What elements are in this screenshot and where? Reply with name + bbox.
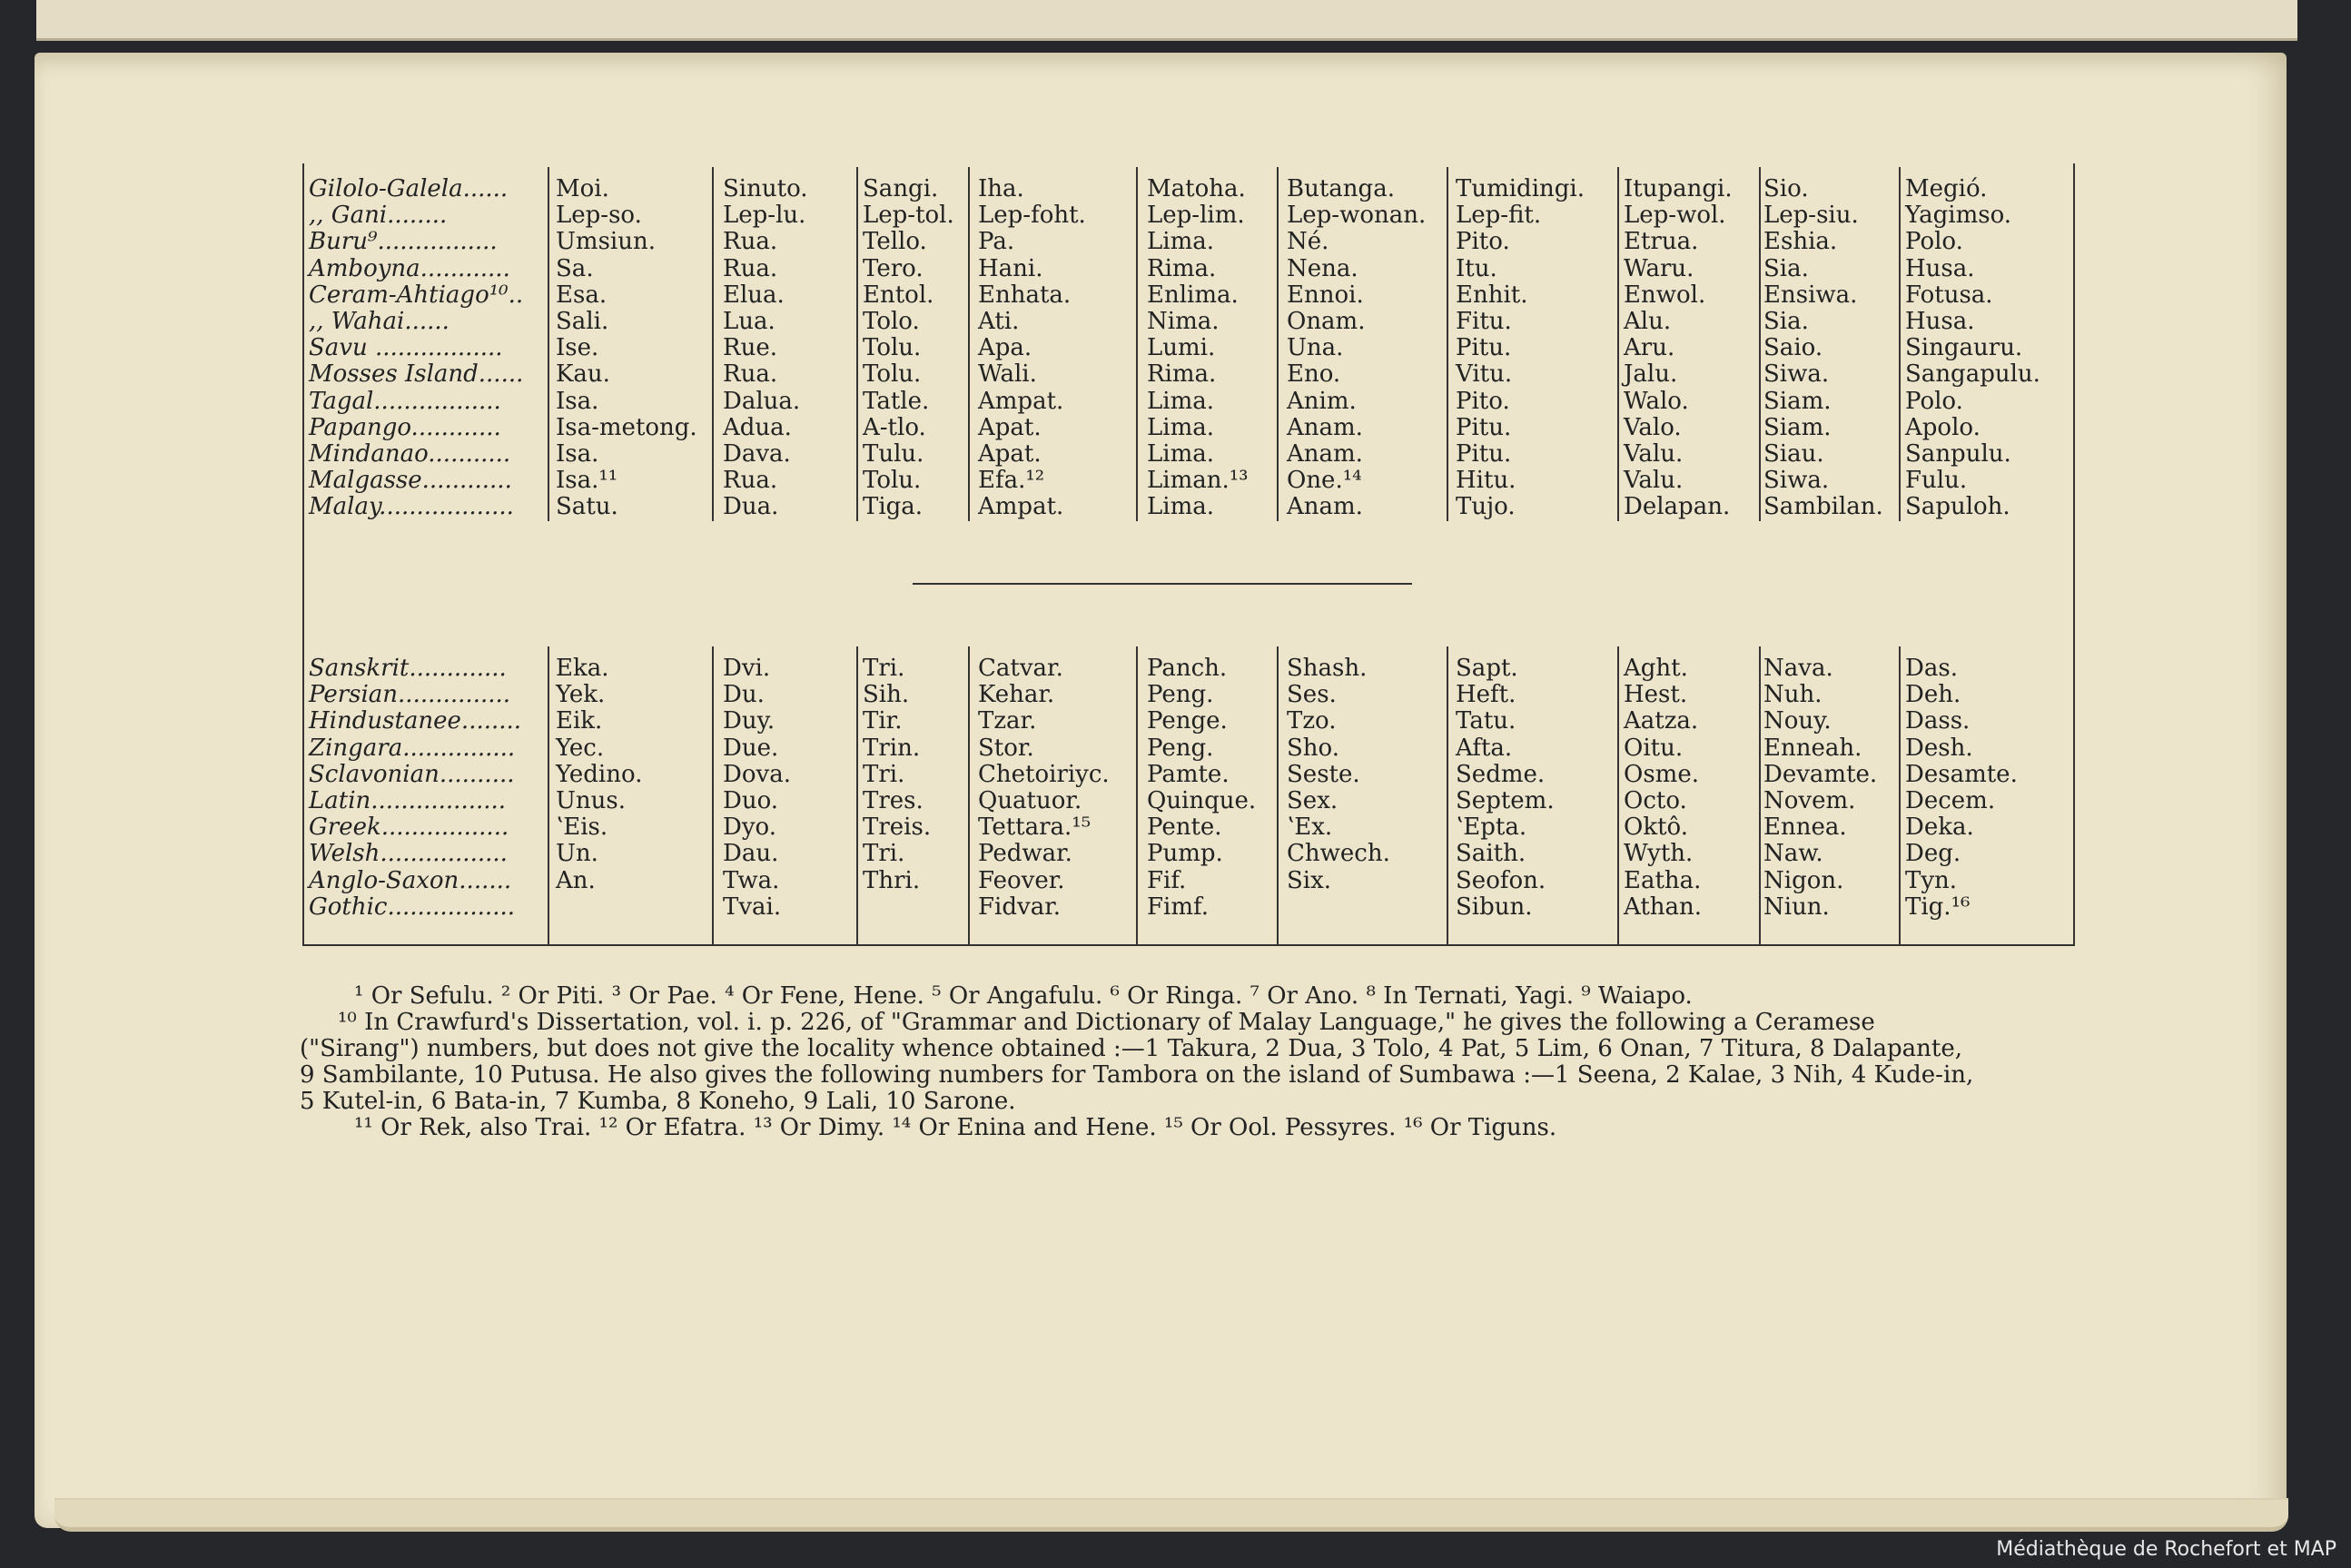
- numeral-cell: Sambilan.: [1763, 493, 1883, 521]
- column-divider: [968, 646, 970, 946]
- numeral-cell: Tulu.: [863, 440, 924, 468]
- numeral-cell: Aght.: [1624, 655, 1688, 682]
- numeral-cell: Apat.: [978, 413, 1042, 441]
- numeral-cell: Anim.: [1287, 387, 1357, 415]
- column-divider: [712, 167, 714, 521]
- numeral-cell: Itupangi.: [1624, 175, 1733, 202]
- numeral-cell: Lua.: [723, 308, 775, 335]
- column-divider: [548, 167, 549, 521]
- language-name: Zingara...............: [309, 734, 516, 762]
- numeral-cell: Sali.: [556, 308, 609, 335]
- numeral-cell: Valu.: [1624, 467, 1684, 495]
- numeral-cell: Lima.: [1147, 228, 1215, 256]
- numeral-cell: Heft.: [1456, 681, 1516, 709]
- numeral-cell: Sinuto.: [723, 175, 808, 202]
- numeral-cell: Nigon.: [1763, 866, 1844, 894]
- numeral-cell: Aatza.: [1624, 707, 1699, 735]
- numeral-cell: Anam.: [1287, 440, 1363, 468]
- numeral-cell: Kau.: [556, 360, 610, 389]
- numeral-cell: Wyth.: [1624, 840, 1694, 868]
- numeral-cell: Una.: [1287, 334, 1344, 362]
- numeral-cell: Isa.: [556, 387, 599, 415]
- numeral-cell: Tujo.: [1456, 493, 1516, 521]
- numeral-cell: Tyn.: [1905, 866, 1958, 894]
- numeral-cell: Eik.: [556, 707, 603, 735]
- numeral-cell: Seste.: [1287, 760, 1360, 788]
- footnote-line: 5 Kutel-in, 6 Bata-in, 7 Kumba, 8 Koneho, 9 Lali, 10 Sarone.: [300, 1088, 1016, 1115]
- numeral-cell: Tri.: [863, 760, 905, 788]
- numeral-cell: Lep-wol.: [1624, 202, 1726, 230]
- numeral-cell: Stor.: [978, 734, 1034, 762]
- numeral-cell: Siam.: [1763, 387, 1832, 415]
- numeral-cell: Né.: [1287, 228, 1329, 256]
- numeral-cell: Lep-lim.: [1147, 202, 1245, 230]
- numeral-cell: Pamte.: [1147, 760, 1230, 788]
- numeral-cell: Pa.: [978, 228, 1015, 256]
- numeral-cell: Wali.: [978, 360, 1037, 389]
- numeral-cell: Unus.: [556, 787, 627, 814]
- numeral-cell: Anam.: [1287, 413, 1363, 441]
- column-divider: [1447, 167, 1448, 521]
- numeral-cell: Dau.: [723, 840, 779, 868]
- numeral-cell: Fitu.: [1456, 308, 1512, 335]
- numeral-cell: Twa.: [723, 866, 780, 894]
- numeral-cell: ʽEis.: [556, 814, 608, 842]
- numeral-cell: Deg.: [1905, 840, 1961, 868]
- numeral-cell: Ensiwa.: [1763, 281, 1858, 309]
- numeral-cell: Niun.: [1763, 892, 1830, 921]
- numeral-cell: Lep-siu.: [1763, 202, 1859, 230]
- numeral-cell: Enneah.: [1763, 734, 1862, 762]
- numeral-cell: Seofon.: [1456, 866, 1546, 894]
- numeral-cell: Pump.: [1147, 840, 1223, 868]
- language-name: Mindanao...........: [309, 440, 511, 468]
- numeral-cell: Onam.: [1287, 308, 1366, 335]
- numeral-cell: Dass.: [1905, 707, 1971, 735]
- numeral-cell: Umsiun.: [556, 228, 656, 256]
- column-divider: [1759, 646, 1761, 946]
- column-divider: [1447, 646, 1448, 946]
- numeral-cell: Enhata.: [978, 281, 1072, 309]
- numeral-cell: Pito.: [1456, 228, 1510, 256]
- language-name: Welsh.................: [309, 840, 508, 868]
- numeral-cell: Sex.: [1287, 787, 1338, 814]
- numeral-cell: Butanga.: [1287, 175, 1395, 202]
- numeral-cell: Shash.: [1287, 655, 1368, 682]
- numeral-cell: A-tlo.: [863, 413, 926, 441]
- numeral-cell: Sapt.: [1456, 655, 1518, 682]
- page-stack-edge: [54, 1498, 2288, 1532]
- numeral-cell: Pitu.: [1456, 413, 1512, 441]
- numeral-cell: Catvar.: [978, 655, 1063, 682]
- numeral-cell: Alu.: [1624, 308, 1672, 335]
- numeral-cell: Delapan.: [1624, 493, 1731, 521]
- numeral-cell: Eshia.: [1763, 228, 1838, 256]
- numeral-cell: Enhit.: [1456, 281, 1528, 309]
- numeral-cell: Valo.: [1624, 413, 1682, 441]
- numeral-cell: Deka.: [1905, 814, 1974, 842]
- numeral-cell: Due.: [723, 734, 779, 762]
- numeral-cell: Yedino.: [556, 760, 643, 788]
- numeral-cell: Rua.: [723, 254, 778, 282]
- numeral-cell: Das.: [1905, 655, 1958, 682]
- language-name: ,, Wahai......: [309, 308, 449, 335]
- image-credit: Médiathèque de Rochefort et MAP: [1996, 1538, 2336, 1561]
- numeral-cell: Sanpulu.: [1905, 440, 2011, 468]
- numeral-cell: Lima.: [1147, 413, 1215, 441]
- numeral-cell: Hitu.: [1456, 467, 1516, 495]
- numeral-cell: Esa.: [556, 281, 608, 309]
- numeral-cell: Husa.: [1905, 308, 1975, 335]
- numeral-cell: Sia.: [1763, 254, 1809, 282]
- numeral-cell: Ati.: [978, 308, 1020, 335]
- numeral-cell: Tri.: [863, 840, 905, 868]
- numeral-cell: Desamte.: [1905, 760, 2018, 788]
- numeral-cell: Siam.: [1763, 413, 1832, 441]
- numeral-cell: Sho.: [1287, 734, 1340, 762]
- numeral-cell: Tig.¹⁶: [1905, 892, 1971, 921]
- column-divider: [1617, 167, 1619, 521]
- numeral-cell: Tatle.: [863, 387, 930, 415]
- column-divider: [548, 646, 549, 946]
- numeral-cell: Ampat.: [978, 387, 1064, 415]
- numeral-cell: Nuh.: [1763, 681, 1823, 709]
- numeral-cell: ʽEx.: [1287, 814, 1333, 842]
- language-name: Savu .................: [309, 334, 503, 362]
- footnote-line: ¹¹ Or Rek, also Trai. ¹² Or Efatra. ¹³ Or Dimy. ¹⁴ Or Enina and Hene. ¹⁵ Or Ool. Pessyres. ¹⁶ Or Tiguns.: [354, 1114, 1557, 1141]
- numeral-cell: Hest.: [1624, 681, 1688, 709]
- numeral-cell: Desh.: [1905, 734, 1973, 762]
- numeral-cell: Moi.: [556, 175, 609, 202]
- numeral-cell: Afta.: [1456, 734, 1513, 762]
- numeral-cell: Apolo.: [1905, 413, 1981, 441]
- numeral-cell: Chwech.: [1287, 840, 1390, 868]
- language-name: Tagal.................: [309, 387, 501, 415]
- numeral-cell: Entol.: [863, 281, 934, 309]
- numeral-cell: Naw.: [1763, 840, 1823, 868]
- numeral-cell: Lep-foht.: [978, 202, 1086, 230]
- numeral-cell: Enlima.: [1147, 281, 1239, 309]
- numeral-cell: Fimf.: [1147, 892, 1209, 921]
- numeral-cell: Isa-metong.: [556, 413, 697, 441]
- numeral-cell: Tolu.: [863, 360, 922, 389]
- numeral-cell: Tzar.: [978, 707, 1037, 735]
- numeral-cell: Oktô.: [1624, 814, 1688, 842]
- numeral-cell: Rua.: [723, 228, 778, 256]
- language-name: Sanskrit.............: [309, 655, 507, 682]
- numeral-cell: Waru.: [1624, 254, 1694, 282]
- column-divider: [968, 167, 970, 521]
- numeral-cell: Duy.: [723, 707, 775, 735]
- numeral-cell: Peng.: [1147, 734, 1214, 762]
- column-divider: [712, 646, 714, 946]
- numeral-cell: Sangi.: [863, 175, 939, 202]
- numeral-cell: Sio.: [1763, 175, 1809, 202]
- numeral-cell: Dalua.: [723, 387, 801, 415]
- numeral-cell: Ise.: [556, 334, 599, 362]
- numeral-cell: Septem.: [1456, 787, 1555, 814]
- numeral-cell: Pitu.: [1456, 440, 1512, 468]
- numeral-cell: Tolu.: [863, 467, 922, 495]
- numeral-cell: Trin.: [863, 734, 921, 762]
- numeral-cell: Adua.: [723, 413, 792, 441]
- numeral-cell: Siwa.: [1763, 467, 1830, 495]
- numeral-cell: Pito.: [1456, 387, 1510, 415]
- numeral-cell: Apa.: [978, 334, 1032, 362]
- language-name: Malgasse............: [309, 467, 512, 495]
- numeral-cell: Deh.: [1905, 681, 1961, 709]
- numeral-cell: Isa.: [556, 440, 599, 468]
- numeral-cell: Singauru.: [1905, 334, 2023, 362]
- numeral-cell: Six.: [1287, 866, 1332, 894]
- numeral-cell: Tumidingi.: [1456, 175, 1585, 202]
- numeral-cell: Chetoiriyc.: [978, 760, 1110, 788]
- language-name: Persian...............: [309, 681, 511, 709]
- numeral-cell: Thri.: [863, 866, 921, 894]
- numeral-cell: Fotusa.: [1905, 281, 1993, 309]
- language-name: Hindustanee........: [309, 707, 522, 735]
- numeral-cell: Yek.: [556, 681, 606, 709]
- numeral-cell: Tiga.: [863, 493, 924, 521]
- numeral-cell: Rima.: [1147, 254, 1217, 282]
- numeral-cell: Ennea.: [1763, 814, 1847, 842]
- numeral-cell: Elua.: [723, 281, 785, 309]
- numeral-cell: Vitu.: [1456, 360, 1513, 389]
- numeral-cell: Devamte.: [1763, 760, 1878, 788]
- numeral-cell: Athan.: [1624, 892, 1703, 921]
- numeral-cell: Eka.: [556, 655, 609, 682]
- numeral-cell: Anam.: [1287, 493, 1363, 521]
- numeral-cell: Nena.: [1287, 254, 1358, 282]
- numeral-cell: Rua.: [723, 360, 778, 389]
- numeral-cell: Lima.: [1147, 387, 1215, 415]
- numeral-cell: Dua.: [723, 493, 779, 521]
- column-divider: [1277, 167, 1279, 521]
- language-name: Anglo-Saxon.......: [309, 866, 512, 894]
- numeral-cell: Tero.: [863, 254, 924, 282]
- numeral-cell: Siau.: [1763, 440, 1824, 468]
- numeral-cell: Ampat.: [978, 493, 1064, 521]
- numeral-cell: Liman.¹³: [1147, 467, 1249, 495]
- numeral-cell: Octo.: [1624, 787, 1687, 814]
- column-divider: [1899, 646, 1901, 946]
- numeral-cell: Quatuor.: [978, 787, 1082, 814]
- numeral-cell: Osme.: [1624, 760, 1699, 788]
- numeral-cell: Lima.: [1147, 440, 1215, 468]
- numeral-cell: Lep-fit.: [1456, 202, 1542, 230]
- language-name: Sclavonian..........: [309, 760, 515, 788]
- language-name: Amboyna............: [309, 254, 510, 282]
- numeral-cell: Dava.: [723, 440, 791, 468]
- numeral-cell: Novem.: [1763, 787, 1856, 814]
- numeral-cell: Satu.: [556, 493, 618, 521]
- numeral-cell: Peng.: [1147, 681, 1214, 709]
- column-divider: [856, 167, 858, 521]
- numeral-cell: Decem.: [1905, 787, 1996, 814]
- language-name: Ceram-Ahtiago¹⁰..: [309, 281, 524, 309]
- numeral-cell: Kehar.: [978, 681, 1055, 709]
- numeral-cell: Walo.: [1624, 387, 1689, 415]
- language-name: Gilolo-Galela......: [309, 175, 509, 202]
- numeral-cell: Treis.: [863, 814, 932, 842]
- language-name: Gothic.................: [309, 892, 515, 921]
- numeral-cell: Rue.: [723, 334, 777, 362]
- numeral-cell: Un.: [556, 840, 598, 868]
- column-divider: [1136, 646, 1138, 946]
- numeral-cell: Dvi.: [723, 655, 771, 682]
- numeral-cell: Rima.: [1147, 360, 1217, 389]
- numeral-cell: Jalu.: [1624, 360, 1678, 389]
- language-name: ,, Gani........: [309, 202, 448, 230]
- numeral-cell: Oitu.: [1624, 734, 1684, 762]
- numeral-cell: Lep-tol.: [863, 202, 954, 230]
- language-name: Mosses Island......: [309, 360, 524, 389]
- numeral-cell: Hani.: [978, 254, 1043, 282]
- language-name: Papango............: [309, 413, 501, 441]
- numeral-cell: Pitu.: [1456, 334, 1512, 362]
- numeral-cell: Pente.: [1147, 814, 1222, 842]
- column-divider: [1899, 167, 1901, 521]
- numeral-cell: Nouy.: [1763, 707, 1832, 735]
- numeral-cell: Lumi.: [1147, 334, 1216, 362]
- numeral-cell: Sih.: [863, 681, 910, 709]
- numeral-cell: Lep-so.: [556, 202, 642, 230]
- column-divider: [1136, 167, 1138, 521]
- numeral-cell: One.¹⁴: [1287, 467, 1362, 495]
- numeral-cell: Sa.: [556, 254, 594, 282]
- numeral-cell: Quinque.: [1147, 787, 1257, 814]
- numeral-cell: Sapuloh.: [1905, 493, 2010, 521]
- numeral-cell: Matoha.: [1147, 175, 1246, 202]
- numeral-cell: Penge.: [1147, 707, 1228, 735]
- language-name: Greek.................: [309, 814, 509, 842]
- numeral-cell: Iha.: [978, 175, 1024, 202]
- numeral-cell: Tres.: [863, 787, 924, 814]
- numeral-cell: Aru.: [1624, 334, 1675, 362]
- numeral-cell: Polo.: [1905, 387, 1963, 415]
- numeral-cell: Tello.: [863, 228, 927, 256]
- numeral-cell: Ennoi.: [1287, 281, 1364, 309]
- numeral-cell: Siwa.: [1763, 360, 1830, 389]
- numeral-cell: Du.: [723, 681, 765, 709]
- numeral-cell: Saith.: [1456, 840, 1526, 868]
- numeral-cell: Lima.: [1147, 493, 1215, 521]
- numeral-cell: Eno.: [1287, 360, 1341, 389]
- numeral-cell: Rua.: [723, 467, 778, 495]
- numeral-cell: ʽEpta.: [1456, 814, 1527, 842]
- language-name: Malay..................: [309, 493, 514, 521]
- numeral-cell: Lep-wonan.: [1287, 202, 1427, 230]
- numeral-cell: Tzo.: [1287, 707, 1337, 735]
- numeral-cell: Eatha.: [1624, 866, 1702, 894]
- numeral-cell: Husa.: [1905, 254, 1975, 282]
- numeral-cell: Panch.: [1147, 655, 1228, 682]
- numeral-cell: Polo.: [1905, 228, 1963, 256]
- column-divider: [1759, 167, 1761, 521]
- footnote-line: ¹ Or Sefulu. ² Or Piti. ³ Or Pae. ⁴ Or Fene, Hene. ⁵ Or Angafulu. ⁶ Or Ringa. ⁷ Or Ano. ⁸ In Ternati, Yagi. ⁹ Waiapo.: [354, 982, 1693, 1010]
- footnote-line: ("Sirang") numbers, but does not give the locality whence obtained :—1 Takura, 2 Dua, 3 Tolo, 4 Pat, 5 Lim, 6 Onan, 7 Titura, 8 Dalapante,: [300, 1035, 1963, 1062]
- numeral-cell: Saio.: [1763, 334, 1823, 362]
- numeral-cell: Enwol.: [1624, 281, 1706, 309]
- numeral-cell: Nima.: [1147, 308, 1220, 335]
- numeral-cell: Valu.: [1624, 440, 1684, 468]
- numeral-cell: Fidvar.: [978, 892, 1062, 921]
- previous-page-edge: [36, 0, 2297, 41]
- language-name: Buru⁹................: [309, 228, 498, 256]
- numeral-cell: Fif.: [1147, 866, 1187, 894]
- numeral-cell: Nava.: [1763, 655, 1833, 682]
- footnote-line: ¹⁰ In Crawfurd's Dissertation, vol. i. p. 226, of "Grammar and Dictionary of Malay Language," he gives the following a Ceramese: [338, 1009, 1875, 1036]
- numeral-cell: Fulu.: [1905, 467, 1968, 495]
- numeral-cell: Dova.: [723, 760, 791, 788]
- numeral-cell: Dyo.: [723, 814, 776, 842]
- table-separator: [913, 583, 1412, 585]
- numeral-cell: Sedme.: [1456, 760, 1546, 788]
- numeral-cell: Isa.¹¹: [556, 467, 618, 495]
- numeral-cell: Tatu.: [1456, 707, 1516, 735]
- numeral-cell: Megió.: [1905, 175, 1988, 202]
- numeral-cell: Pedwar.: [978, 840, 1072, 868]
- numeral-cell: Tolo.: [863, 308, 920, 335]
- numeral-cell: Tolu.: [863, 334, 922, 362]
- numeral-cell: Feover.: [978, 866, 1065, 894]
- numeral-cell: Tvai.: [723, 892, 782, 921]
- language-name: Latin..................: [309, 787, 507, 814]
- numeral-cell: Etrua.: [1624, 228, 1699, 256]
- numeral-cell: Ses.: [1287, 681, 1337, 709]
- numeral-cell: Itu.: [1456, 254, 1497, 282]
- footnote-line: 9 Sambilante, 10 Putusa. He also gives the following numbers for Tambora on the island of Sumbawa :—1 Seena, 2 Kalae, 3 Nih, 4 Kude-in,: [300, 1061, 1974, 1089]
- numeral-cell: Efa.¹²: [978, 467, 1045, 495]
- numeral-cell: Sibun.: [1456, 892, 1533, 921]
- numeral-cell: Apat.: [978, 440, 1042, 468]
- numeral-cell: Tettara.¹⁵: [978, 814, 1092, 842]
- numeral-cell: Sangapulu.: [1905, 360, 2040, 389]
- numeral-cell: Tri.: [863, 655, 905, 682]
- numeral-cell: An.: [556, 866, 596, 894]
- numeral-cell: Yagimso.: [1905, 202, 2012, 230]
- numeral-cell: Tir.: [863, 707, 903, 735]
- numeral-cell: Duo.: [723, 787, 779, 814]
- column-divider: [856, 646, 858, 946]
- column-divider: [1277, 646, 1279, 946]
- column-divider: [1617, 646, 1619, 946]
- numeral-cell: Yec.: [556, 734, 605, 762]
- numeral-cell: Lep-lu.: [723, 202, 806, 230]
- numeral-cell: Sia.: [1763, 308, 1809, 335]
